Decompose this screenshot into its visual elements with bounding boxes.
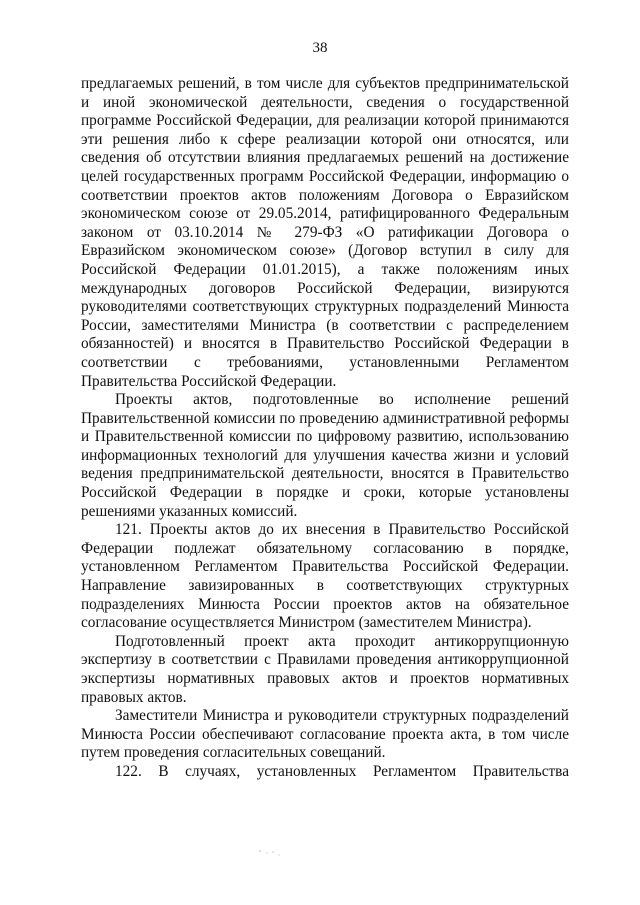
paragraph-commission-acts: Проекты актов, подготовленные во исполнение решений Правительственной комиссии по проведению административной реформы и Правительственной комиссии по цифровому развитию, использованию информационных технологий для улучшения качества жизни и условий ведения предпринимательской деятельности, вносятся в Правительство Российской Федерации в порядке и сроки, которые установлены решениями указанных комиссий. <box>81 391 569 520</box>
paragraph-121: 121. Проекты актов до их внесения в Правительство Российской Федерации подлежат обязательному согласованию в порядке, установленном Регламентом Правительства Российской Федерации. Направление завизированных в соответствующих структурных подразделениях Минюста России проектов актов на обязательное согласование осуществляется Министром (заместителем Министра). <box>81 521 569 632</box>
paragraph-122: 122. В случаях, установленных Регламентом Правительства <box>115 762 569 780</box>
paragraph-continuation: предлагаемых решений, в том числе для субъектов предпринимательской и иной экономической деятельности, сведения о государственной программе Российской Федерации, для реализации которой принимаются эти решения либо к сфере реализации которой они относятся, или сведения об отсутствии влияния предлагаемых решений на достижение целей государственных программ Российской Федерации, информацию о соответствии проектов актов положениям Договора о Евразийском экономическом союзе от 29.05.2014, ратифицированного Федеральным законом от 03.10.2014 № 279-ФЗ «О ратификации Договора о Евразийском экономическом союзе» (Договор вступил в силу для Российской Федерации 01.01.2015), а также положениям иных международных договоров Российской Федерации, визируются руководителями соответствующих структурных подразделений Минюста России, заместителями Министра (в соответствии с распределением обязанностей) и вносятся в Правительство Российской Федерации в соответствии с требованиями, установленными Регламентом Правительства Российской Федерации. <box>81 75 569 390</box>
scan-noise <box>258 848 282 860</box>
page-number: 38 <box>312 40 328 56</box>
paragraph-deputies: Заместители Министра и руководители структурных подразделений Минюста России обеспечивают согласование проекта акта, в том числе путем проведения согласительных совещаний. <box>81 707 569 762</box>
body-text <box>81 75 569 782</box>
paragraph-anticorruption: Подготовленный проект акта проходит антикоррупционную экспертизу в соответствии с Правилами проведения антикоррупционной экспертизы нормативных правовых актов и проектов нормативных правовых актов. <box>81 632 569 706</box>
